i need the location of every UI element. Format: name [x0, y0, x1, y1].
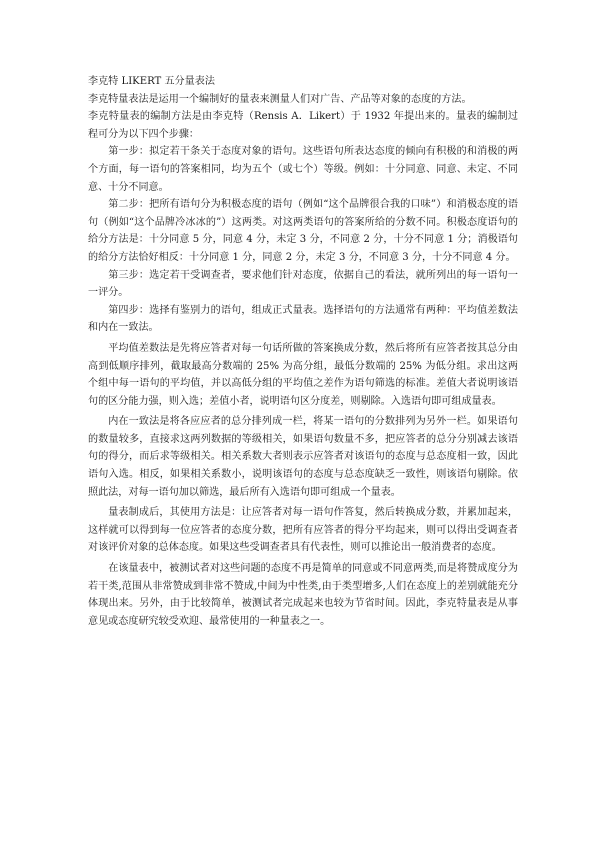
- step-1-paragraph: 第一步：拟定若干条关于态度对象的语句。这些语句所表达态度的倾向有积极的和消极的两个方面，每一语句的答案相同，均为五个（或七个）等级。例如：十分同意、同意、未定、不同意、十分不同意。: [88, 146, 518, 193]
- document-title: 李克特 LIKERT 五分量表法: [88, 76, 215, 87]
- step-4-paragraph: 第四步：选择有鉴别力的语句，组成正式量表。选择语句的方法通常有两种：平均值差数法和内在一致法。: [88, 304, 518, 334]
- document-page: [88, 73, 518, 630]
- usage-paragraph: 量表制成后，其使用方法是：让应答者对每一语句作答复，然后转换成分数，并累加起来，这样就可以得到每一位应答者的态度分数，把所有应答者的得分平均起来，则可以得出受调查者对该评价对象的总体态度。如果这些受调查者具有代表性，则可以推论出一般消费者的态度。: [88, 507, 518, 554]
- step-2-paragraph: 第二步：把所有语句分为积极态度的语句（例如“这个品牌很合我的口味”）和消极态度的语句（例如“这个品牌冷冰冰的”）这两类。对这两类语句的答案所给的分数不同。积极态度语句的给分方法是：十分同意 5 分，同意 4 分，未定 3 分，不同意 2 分，十分不同意 1 分；消极语句的给分方法恰好相反：十分同意 1 分，同意 2 分，未定 3 分，不同意 3 分，十分不同意 4 分。: [88, 199, 518, 263]
- intro-paragraph-2: 李克特量表的编制方法是由李克特（Rensis A．Likert）于 1932 年提出来的。量表的编制过程可分为以下四个步骤：: [88, 111, 518, 140]
- internal-consistency-paragraph: 内在一致法是将各应应者的总分排列成一栏，将某一语句的分数排列为另外一栏。如果语句的数量较多，直接求这两列数据的等级相关，如果语句数量不多，把应答者的总分分别减去该语句的得分，而后求等级相关。相关系数大者则表示应答者对该语句的态度与总态度相一致，因此语句入选。相反，如果相关系数小，说明该语句的态度与总态度缺乏一致性，则该语句剔除。依照此法，对每一语句加以筛选，最后所有入选语句即可组成一个量表。: [88, 416, 518, 498]
- step-3-paragraph: 第三步：选定若干受调查者，要求他们针对态度，依据自己的看法，就所列出的每一语句一一评分。: [88, 269, 518, 299]
- conclusion-paragraph: 在该量表中，被测试者对这些问题的态度不再是简单的同意或不同意两类,而是将赞成度分为若干类,范围从非常赞成到非常不赞成,中间为中性类,由于类型增多,人们在态度上的差别就能充分体现出来。另外，由于比较简单，被测试者完成起来也较为节省时间。因此，李克特量表是从事意见或态度研究较受欢迎、最常使用的一种量表之一。: [88, 563, 518, 627]
- intro-paragraph-1: 李克特量表法是运用一个编制好的量表来测量人们对广告、产品等对象的态度的方法。: [88, 93, 472, 105]
- mean-difference-paragraph: 平均值差数法是先将应答者对每一句话所做的答案换成分数，然后将所有应答者按其总分由高到低顺序排列，截取最高分数端的 25% 为高分组，最低分数端的 25% 为低分组。求出这两个组中每一语句的平均值，并以高低分组的平均值之差作为语句筛选的标准。差值大者说明该语句的区分能力强，则入选；差值小者，说明语句区分度差，则剔除。入选语句即可组成量表。: [88, 342, 518, 407]
